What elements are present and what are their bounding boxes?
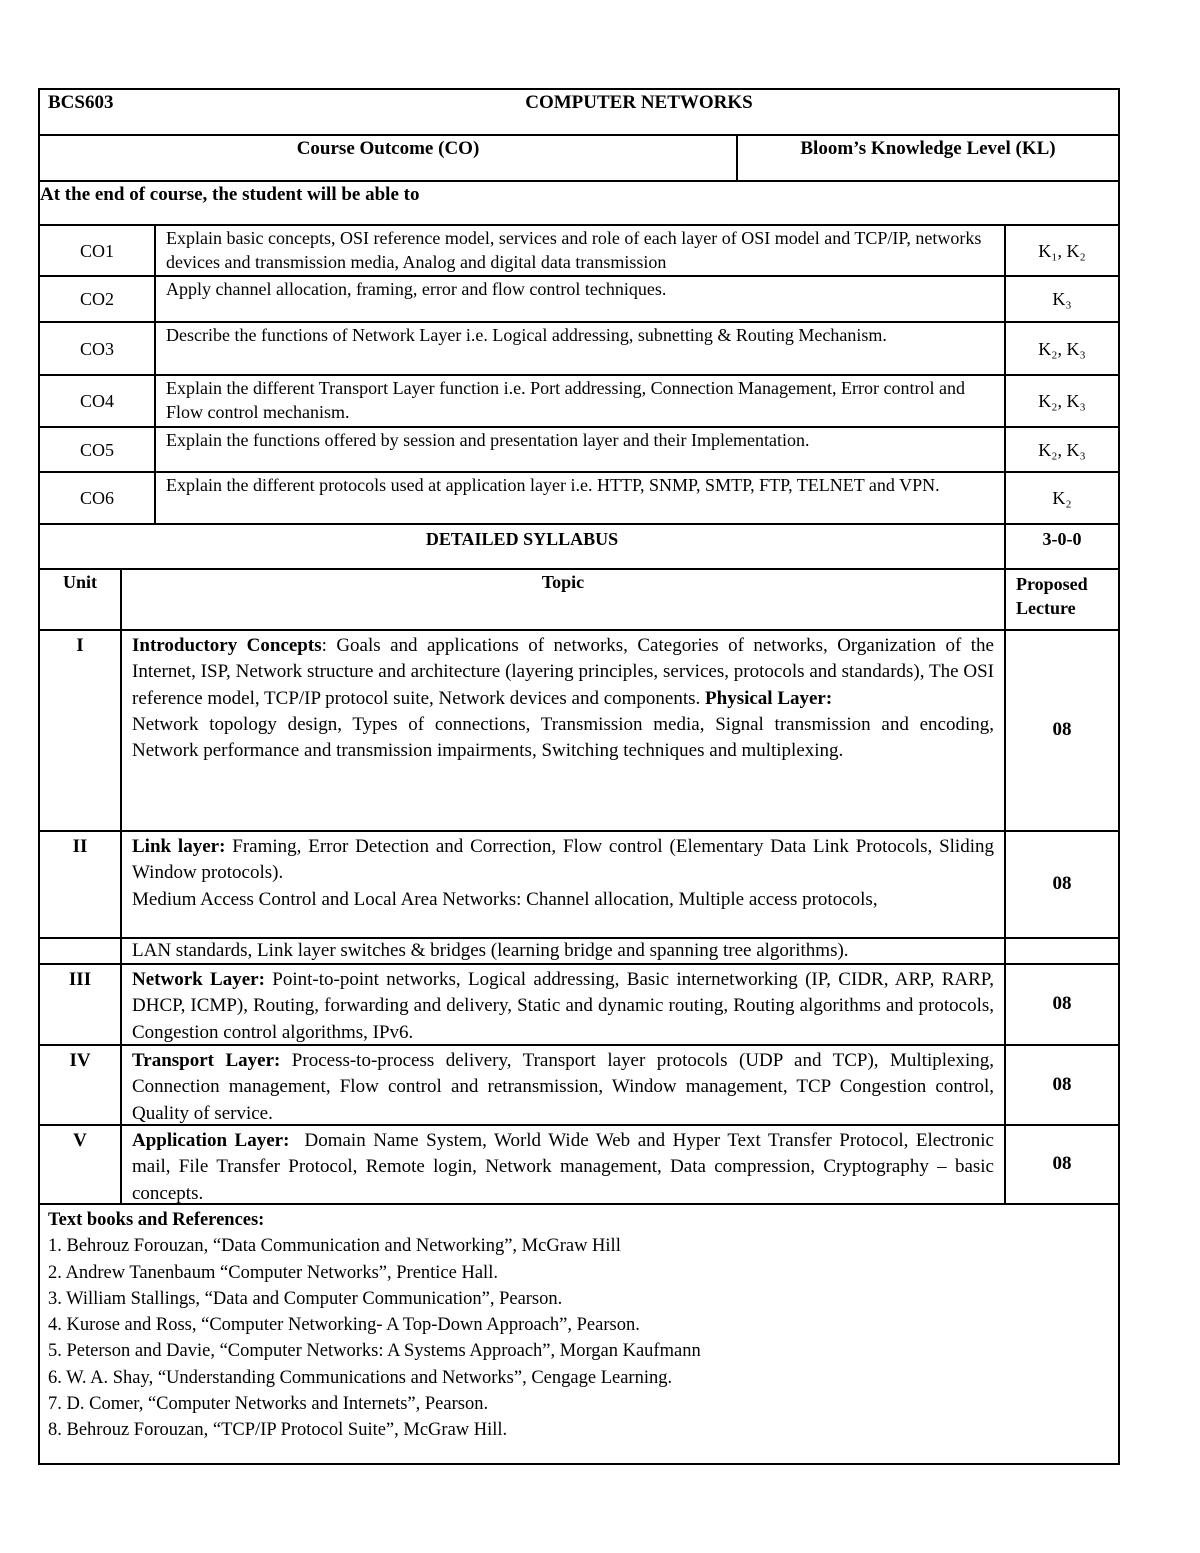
outcome-desc: Explain the functions offered by session and presentation layer and their Implementation. (156, 428, 1006, 471)
unit-row-continued (40, 939, 1118, 965)
unit-heading: Link layer: (132, 836, 226, 857)
unit-topic (122, 631, 1006, 830)
unit-text: Process-to-process delivery, Transport layer protocols (UDP and TCP), Multiplexing, Connection management, Flow control and retransmission, Window management, TCP Congestion control, Quality of service. (132, 1050, 994, 1124)
unit-text: Framing, Error Detection and Correction, Flow control (Elementary Data Link Protocols, Sliding Window protocols). (132, 836, 994, 884)
unit-number-empty (40, 939, 122, 963)
outcome-row (40, 226, 1118, 277)
unit-row (40, 631, 1118, 832)
unit-heading: Application Layer: (132, 1130, 290, 1151)
unit-lectures: 08 (1052, 993, 1072, 1015)
detailed-syllabus-heading: DETAILED SYLLABUS (40, 525, 1006, 568)
reference-item: 5. Peterson and Davie, “Computer Networks: A Systems Approach”, Morgan Kaufmann (48, 1341, 701, 1362)
references-section (40, 1205, 1118, 1463)
unit-heading: Network Layer: (132, 969, 265, 990)
outcome-row (40, 428, 1118, 473)
unit-text: Domain Name System, World Wide Web and Hyper Text Transfer Protocol, Electronic mail, File Transfer Protocol, Remote login, Network management, Data compression, Cryptography – basic concepts. (132, 1130, 999, 1204)
outcome-desc: Apply channel allocation, framing, error and flow control techniques. (156, 277, 1006, 321)
reference-item: 3. William Stallings, “Data and Computer Communication”, Pearson. (48, 1288, 563, 1309)
syllabus-table (38, 88, 1120, 1465)
outcome-desc: Explain the different protocols used at application layer i.e. HTTP, SNMP, SMTP, FTP, TELNET and VPN. (156, 473, 1006, 523)
detailed-syllabus-row (40, 525, 1118, 570)
outcome-kl: K₂, K₃ (1038, 338, 1086, 359)
reference-item: 8. Behrouz Forouzan, “TCP/IP Protocol Suite”, McGraw Hill. (48, 1420, 508, 1441)
units-header-row (40, 570, 1118, 631)
course-code: BCS603 (48, 92, 114, 113)
unit-lectures: 08 (1052, 719, 1072, 741)
kl-column-header: Bloom’s Knowledge Level (KL) (800, 138, 1056, 159)
co-column-header: Course Outcome (CO) (40, 136, 738, 180)
unit-text: Point-to-point networks, Logical addressing, Basic internetworking (IP, CIDR, ARP, RARP, DHCP, ICMP), Routing, forwarding and delivery, Static and dynamic routing, Routing algorithms and protocols, Congestion control algorithms, IPv6. (132, 969, 994, 1043)
topic-column-header: Topic (122, 570, 1006, 629)
outcome-id: CO5 (40, 428, 156, 471)
unit-subheading: Physical Layer: (705, 687, 833, 709)
outcome-kl: K₂, K₃ (1038, 439, 1086, 460)
unit-text: Network topology design, Types of connections, Transmission media, Signal transmission and encoding, Network performance and transmission impairments, Switching techniques and multiplexing. (132, 713, 994, 762)
outcome-id: CO4 (40, 376, 156, 426)
outcome-row (40, 323, 1118, 376)
outcome-row (40, 376, 1118, 428)
unit-topic: LAN standards, Link layer switches & bridges (learning bridge and spanning tree algorithms). (122, 939, 1006, 963)
lecture-column-header: Proposed Lecture (1016, 574, 1088, 618)
unit-row (40, 1126, 1118, 1205)
outcome-desc: Explain basic concepts, OSI reference model, services and role of each layer of OSI model and TCP/IP, networks devices and transmission media, Analog and digital data transmission (156, 226, 1006, 275)
unit-number: V (40, 1126, 122, 1203)
reference-item: 2. Andrew Tanenbaum “Computer Networks”, Prentice Hall. (48, 1262, 498, 1283)
outcomes-intro: At the end of course, the student will be able to (40, 182, 1118, 226)
unit-row (40, 965, 1118, 1046)
outcome-row (40, 277, 1118, 323)
outcome-kl: K₂ (1052, 488, 1072, 508)
unit-lectures: 08 (1052, 1073, 1072, 1095)
reference-item: 4. Kurose and Ross, “Computer Networking- A Top-Down Approach”, Pearson. (48, 1315, 640, 1336)
outcome-desc: Describe the functions of Network Layer i.e. Logical addressing, subnetting & Routing Mechanism. (156, 323, 1006, 374)
unit-row (40, 1046, 1118, 1126)
unit-lectures: 08 (1052, 873, 1072, 895)
outcome-id: CO1 (40, 226, 156, 275)
reference-item: 1. Behrouz Forouzan, “Data Communication and Networking”, McGraw Hill (48, 1236, 621, 1257)
course-header-row (40, 90, 1118, 136)
unit-number: IV (40, 1046, 122, 1124)
outcome-desc: Explain the different Transport Layer function i.e. Port addressing, Connection Management, Error control and Flow control mechanism. (156, 376, 1006, 426)
outcome-kl: K₁, K₂ (1038, 240, 1086, 261)
unit-heading: Introductory Concepts (132, 635, 322, 656)
outcome-row (40, 473, 1118, 525)
unit-number: II (40, 832, 122, 937)
reference-item: 6. W. A. Shay, “Understanding Communications and Networks”, Cengage Learning. (48, 1367, 673, 1388)
unit-text: Medium Access Control and Local Area Networks: Channel allocation, Multiple access protocols, (132, 888, 878, 910)
outcome-kl: K₃ (1052, 289, 1072, 309)
unit-column-header: Unit (40, 570, 122, 629)
unit-row (40, 832, 1118, 939)
unit-topic (122, 965, 1006, 1044)
unit-number: I (40, 631, 122, 830)
outcome-id: CO6 (40, 473, 156, 523)
syllabus-page (38, 88, 1120, 1465)
unit-lectures: 08 (1052, 1153, 1072, 1175)
unit-heading: Transport Layer: (132, 1050, 281, 1071)
outcome-id: CO3 (40, 323, 156, 374)
ltp-value: 3-0-0 (1042, 529, 1082, 549)
outcome-id: CO2 (40, 277, 156, 321)
unit-topic (122, 832, 1006, 937)
unit-topic (122, 1046, 1006, 1124)
outcomes-header-row (40, 136, 1118, 182)
unit-lectures-empty (1006, 939, 1118, 963)
outcome-kl: K₂, K₃ (1038, 391, 1086, 411)
references-heading: Text books and References: (48, 1210, 265, 1230)
unit-text: : Goals and applications of networks, Categories of networks, Organization of the Internet, ISP, Network structure and architecture (layering principles, services, protocols and standards), The OSI reference model, TCP/IP protocol suite, Network devices and components. (132, 635, 994, 709)
course-title: COMPUTER NETWORKS (525, 92, 753, 113)
unit-topic (122, 1126, 1006, 1203)
reference-item: 7. D. Comer, “Computer Networks and Internets”, Pearson. (48, 1394, 489, 1415)
unit-number: III (40, 965, 122, 1044)
